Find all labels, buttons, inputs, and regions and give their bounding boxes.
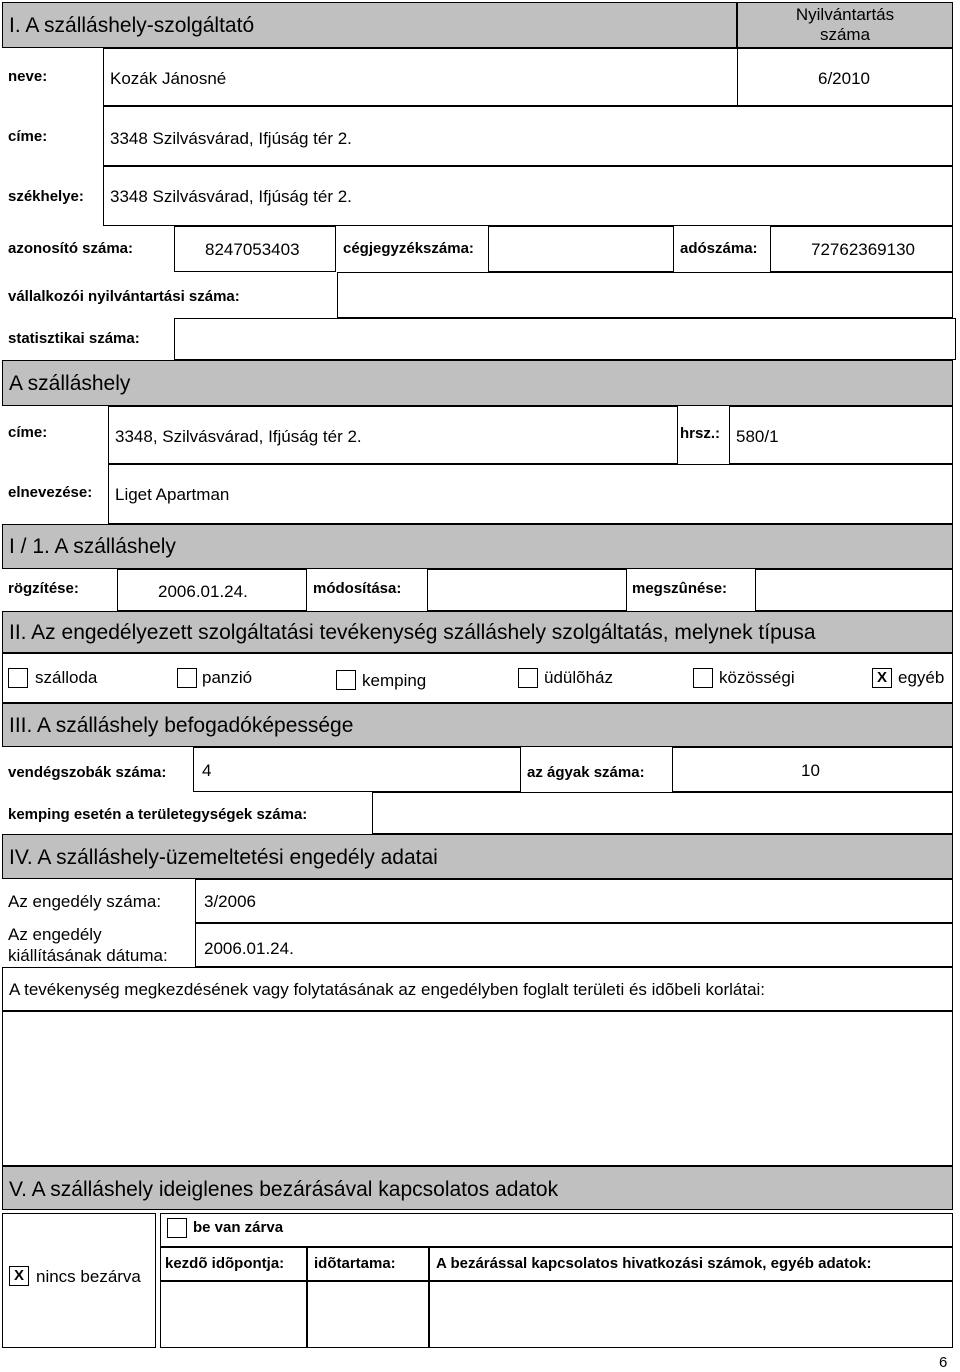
limits-field bbox=[2, 1011, 953, 1166]
statistical-number-field bbox=[174, 318, 956, 360]
provider-name-label: neve: bbox=[8, 68, 48, 85]
accommodation-address-value: 3348, Szilvásvárad, Ifjúság tér 2. bbox=[115, 427, 362, 446]
permit-number-label: Az engedély száma: bbox=[8, 892, 162, 911]
closure-refs-header bbox=[429, 1247, 953, 1281]
type-label-panzio: panzió bbox=[202, 668, 253, 687]
provider-name-value: Kozák Jánosné bbox=[110, 69, 227, 88]
rooms-field bbox=[193, 747, 521, 792]
modified-field bbox=[427, 569, 627, 611]
provider-seat-label: székhelye: bbox=[8, 188, 84, 205]
type-label-udulohaz: üdülõház bbox=[544, 668, 614, 687]
closure-duration-header bbox=[307, 1247, 429, 1281]
recorded-field bbox=[117, 569, 307, 611]
closure-start-field bbox=[160, 1281, 307, 1348]
limits-label-row bbox=[2, 967, 953, 1011]
section-5-title: V. A szálláshely ideiglenes bezárásával kapcsolatos adatok bbox=[9, 1178, 559, 1201]
entrepreneur-number-label: vállalkozói nyilvántartási száma: bbox=[8, 288, 240, 305]
accommodation-name-value: Liget Apartman bbox=[115, 485, 230, 504]
beds-value: 10 bbox=[801, 761, 820, 780]
type-label-kozossegi: közösségi bbox=[719, 668, 795, 687]
registration-number-field bbox=[737, 48, 953, 106]
service-types-row bbox=[2, 653, 953, 703]
provider-name-field bbox=[103, 48, 738, 106]
tax-number-value: 72762369130 bbox=[811, 240, 916, 259]
provider-address-field bbox=[103, 106, 953, 166]
closure-refs-label: A bezárással kapcsolatos hivatkozási számok, egyéb adatok: bbox=[436, 1255, 872, 1272]
registration-number-header bbox=[737, 2, 953, 48]
accommodation-name-field bbox=[108, 464, 953, 524]
section-2-title: II. Az engedélyezett szolgáltatási tevékenység szálláshely szolgáltatás, melynek típusa bbox=[9, 621, 816, 644]
hrsz-value: 580/1 bbox=[736, 427, 779, 446]
modified-label: módosítása: bbox=[313, 580, 402, 597]
permit-number-field bbox=[195, 879, 953, 923]
tax-number-field bbox=[770, 226, 953, 272]
camping-units-label: kemping esetén a területegységek száma: bbox=[8, 806, 308, 823]
section-2-header bbox=[2, 611, 953, 653]
accommodation-address-field bbox=[108, 406, 678, 464]
section-1-header bbox=[2, 2, 737, 48]
statistical-number-label: statisztikai száma: bbox=[8, 330, 140, 347]
type-label-egyeb: egyéb bbox=[898, 668, 945, 687]
checkbox-closed[interactable] bbox=[167, 1218, 187, 1238]
accommodation-title: A szálláshely bbox=[9, 372, 131, 395]
ended-label: megszûnése: bbox=[632, 580, 728, 597]
section-3-header bbox=[2, 703, 953, 747]
id-number-field bbox=[174, 226, 336, 272]
permit-number-value: 3/2006 bbox=[204, 892, 256, 911]
recorded-value: 2006.01.24. bbox=[158, 582, 248, 601]
hrsz-field bbox=[729, 406, 953, 464]
tax-number-label: adószáma: bbox=[680, 240, 758, 257]
checkbox-not-closed[interactable]: X bbox=[9, 1266, 29, 1286]
id-number-label: azonosító száma: bbox=[8, 240, 134, 257]
provider-seat-value: 3348 Szilvásvárad, Ifjúság tér 2. bbox=[110, 187, 352, 206]
checkbox-panzio[interactable] bbox=[177, 668, 197, 688]
accommodation-address-label: címe: bbox=[8, 424, 48, 441]
section-1-1-header bbox=[2, 524, 953, 569]
provider-seat-field bbox=[103, 166, 953, 226]
recorded-label: rögzítése: bbox=[8, 580, 79, 597]
type-label-szalloda: szálloda bbox=[35, 668, 98, 687]
registration-number-header-label: Nyilvántartás száma bbox=[795, 5, 895, 44]
checkbox-kozossegi[interactable] bbox=[693, 668, 713, 688]
type-label-kemping: kemping bbox=[362, 671, 427, 690]
closed-cell bbox=[160, 1213, 953, 1247]
checkbox-udulohaz[interactable] bbox=[518, 668, 538, 688]
not-closed-cell bbox=[2, 1213, 156, 1348]
section-5-header bbox=[2, 1166, 953, 1210]
accommodation-name-label: elnevezése: bbox=[8, 484, 93, 501]
section-1-title: I. A szálláshely-szolgáltató bbox=[9, 14, 255, 37]
entrepreneur-number-field bbox=[337, 272, 953, 318]
beds-label: az ágyak száma: bbox=[527, 764, 645, 781]
closure-refs-field bbox=[429, 1281, 953, 1348]
closure-duration-field bbox=[307, 1281, 429, 1348]
issue-date-label-line1: Az engedély bbox=[8, 925, 102, 944]
section-4-title: IV. A szálláshely-üzemeltetési engedély adatai bbox=[9, 846, 438, 869]
section-4-header bbox=[2, 834, 953, 879]
provider-address-label: címe: bbox=[8, 128, 48, 145]
section-3-title: III. A szálláshely befogadóképessége bbox=[9, 714, 354, 737]
rooms-value: 4 bbox=[202, 761, 212, 780]
limits-label: A tevékenység megkezdésének vagy folytatásának az engedélyben foglalt területi és idõbeli korlátai: bbox=[9, 980, 766, 999]
provider-address-value: 3348 Szilvásvárad, Ifjúság tér 2. bbox=[110, 129, 352, 148]
closure-start-header bbox=[160, 1247, 307, 1281]
checkbox-egyeb[interactable]: X bbox=[872, 668, 892, 688]
registration-number-value: 6/2010 bbox=[818, 69, 870, 88]
issue-date-label-line2: kiállításának dátuma: bbox=[8, 946, 168, 965]
camping-units-field bbox=[372, 792, 953, 834]
closed-label: be van zárva bbox=[193, 1219, 284, 1236]
closure-start-label: kezdõ idõpontja: bbox=[165, 1255, 285, 1272]
issue-date-field bbox=[195, 923, 953, 967]
id-number-value: 8247053403 bbox=[205, 240, 300, 259]
company-reg-label: cégjegyzékszáma: bbox=[343, 240, 474, 257]
page-number: 6 bbox=[939, 1354, 948, 1371]
not-closed-label: nincs bezárva bbox=[36, 1267, 141, 1286]
issue-date-value: 2006.01.24. bbox=[204, 939, 294, 958]
checkbox-kemping[interactable] bbox=[336, 670, 356, 690]
closure-duration-label: idõtartama: bbox=[314, 1255, 396, 1272]
section-1-1-title: I / 1. A szálláshely bbox=[9, 535, 176, 558]
beds-field bbox=[672, 747, 953, 792]
accommodation-header bbox=[2, 360, 953, 406]
hrsz-label: hrsz.: bbox=[680, 425, 721, 442]
checkbox-szalloda[interactable] bbox=[8, 668, 28, 688]
ended-field bbox=[755, 569, 953, 611]
rooms-label: vendégszobák száma: bbox=[8, 764, 167, 781]
company-reg-field bbox=[488, 226, 674, 272]
